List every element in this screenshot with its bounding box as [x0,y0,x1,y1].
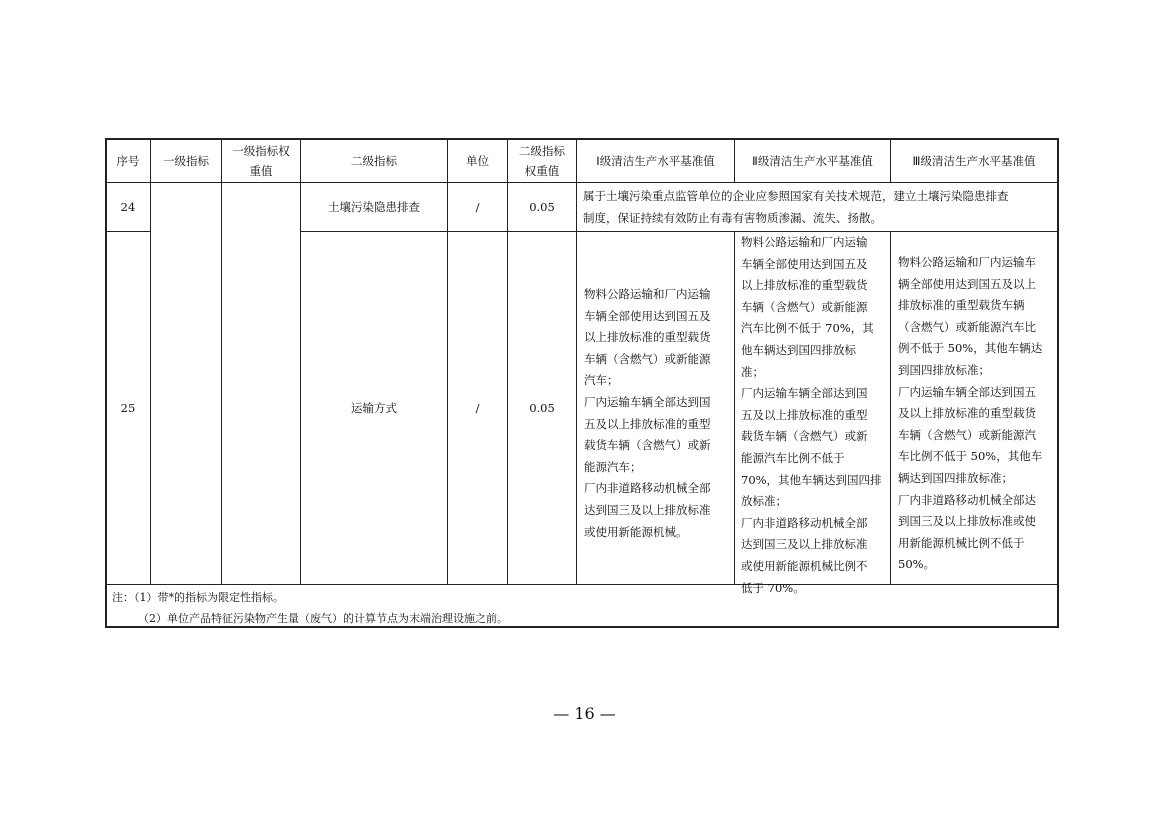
text-line: 车辆（含燃气）或新能源 [584,351,711,366]
text-line: 厂内非道路移动机械全部 [741,515,868,530]
text-line: 以上排放标准的重型载货 [741,278,868,293]
text-line: 汽车； [584,373,619,388]
text-line: 厂内非道路移动机械全部 [584,481,711,496]
text-line: 例不低于 50%，其他车辆达 [898,341,1043,356]
text-line: 厂内非道路移动机械全部达 [898,492,1036,507]
header-level2-indicator: 二级指标 [351,153,397,168]
row24-weight: 0.05 [529,200,555,214]
header-line: 一级指标权 [232,143,290,158]
row24-merged-text [583,186,1009,229]
row25-unit: / [475,401,480,415]
row25-indicator: 运输方式 [351,401,397,415]
text-line: 到国三及以上排放标准或使 [898,514,1036,529]
text-line: 达到国三及以上排放标准 [584,502,711,517]
text-line: 或使用新能源机械比例不 [741,558,868,573]
text-line: 低于 70%。 [741,580,805,595]
text-line: 以上排放标准的重型载货 [584,330,711,345]
text-line: 载货车辆（含燃气）或新 [741,429,868,444]
text-line: 汽车比例不低于 70%，其 [741,321,874,336]
header-level1-indicator: 一级指标 [163,153,209,168]
text-line: 到国四排放标准； [898,362,990,377]
header-unit: 单位 [466,153,489,168]
text-line: 他车辆达到国四排放标 [741,342,856,357]
header-level2-weight [508,139,576,182]
text-line: 属于土壤污染重点监管单位的企业应参照国家有关技术规范，建立土壤污染隐患排查 [583,189,1009,203]
text-line: 50%。 [898,557,936,572]
row24-unit: / [475,200,480,214]
text-line: 车辆（含燃气）或新能源汽 [898,427,1036,442]
text-line: 物料公路运输和厂内运输 [741,235,868,249]
text-line: 五及以上排放标准的重型 [741,407,868,422]
text-line: （含燃气）或新能源汽车比 [898,319,1036,334]
text-line: 用新能源机械比例不低于 [898,535,1025,550]
text-line: 载货车辆（含燃气）或新 [584,438,711,453]
header-line: 二级指标 [519,143,565,158]
text-line: 放标准； [741,494,787,509]
row25-level3-text [898,252,1042,576]
row25-level2-text [741,232,882,599]
row25-level1-text [584,284,711,543]
text-line: 70%，其他车辆达到国四排 [741,472,882,487]
text-line: 达到国三及以上排放标准 [741,537,868,552]
page-number: — 16 — [553,704,616,723]
text-line: 或使用新能源机械。 [584,524,688,539]
row25-weight: 0.05 [529,401,555,415]
row24-indicator: 土壤污染隐患排查 [328,200,420,214]
text-line: 排放标准的重型载货车辆 [898,298,1025,313]
note-1: 注：（1）带*的指标为限定性指标。 [112,591,284,604]
text-line: 厂内运输车辆全部达到国 [741,386,868,401]
text-line: 厂内运输车辆全部达到国 [584,394,711,409]
header-level1-weight [222,139,300,182]
header-level-ii: Ⅱ级清洁生产水平基准值 [752,153,873,168]
text-line: 五及以上排放标准的重型 [584,416,711,431]
text-line: 辆达到国四排放标准； [898,470,1013,485]
header-level-iii: Ⅲ级清洁生产水平基准值 [912,153,1036,168]
text-line: 制度，保证持续有效防止有毒有害物质渗漏、流失、扬散。 [583,210,882,225]
text-line: 车辆全部使用达到国五及 [741,256,868,271]
text-line: 物料公路运输和厂内运输车 [898,255,1036,269]
row25-no: 25 [120,401,136,415]
text-line: 辆全部使用达到国五及以上 [898,276,1036,291]
text-line: 厂内运输车辆全部达到国五 [898,384,1036,399]
text-line: 车辆全部使用达到国五及 [584,308,711,323]
header-line: 重值 [249,163,273,178]
row24-no: 24 [120,200,136,214]
text-line: 物料公路运输和厂内运输 [584,287,711,301]
text-line: 及以上排放标准的重型载货 [898,406,1036,421]
text-line: 车辆（含燃气）或新能源 [741,299,868,314]
header-no: 序号 [116,153,140,168]
text-line: 准； [741,364,764,379]
text-line: 能源汽车； [584,459,642,474]
text-line: 能源汽车比例不低于 [741,450,845,465]
header-level-i: Ⅰ级清洁生产水平基准值 [596,153,715,168]
text-line: 车比例不低于 50%，其他车 [898,449,1043,464]
header-line: 权重值 [524,163,560,178]
note-2: （2）单位产品特征污染物产生量（废气）的计算节点为末端治理设施之前。 [138,612,508,625]
